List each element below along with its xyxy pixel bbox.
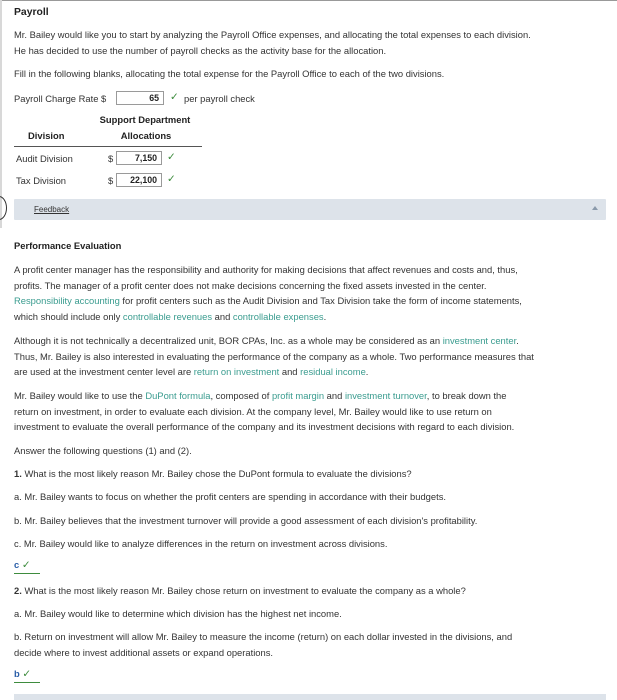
p1-line-c-text: for profit centers such as the Audit Division and Tax Division take the form of income statements,: [119, 295, 522, 306]
feedback-link[interactable]: Feedback: [34, 205, 70, 214]
p3-line-b: return on investment, in order to evaluate each division. At the company level, Mr. Bailey would like to use return on: [14, 406, 492, 417]
audit-allocation-input[interactable]: 7,150: [116, 151, 162, 165]
q2-answer-underline: [14, 682, 40, 683]
tax-allocation-input[interactable]: 22,100: [116, 173, 162, 187]
responsibility-accounting-link[interactable]: Responsibility accounting: [14, 295, 120, 306]
section-title: Payroll: [14, 7, 49, 18]
audit-check-icon: ✓: [167, 152, 176, 163]
charge-rate-label: Payroll Charge Rate $: [14, 93, 107, 104]
q1-check-icon: ✓: [21, 560, 31, 571]
p3-line-a-pre: Mr. Bailey would like to use the: [14, 390, 146, 401]
q1-option-c: c. Mr. Bailey would like to analyze differences in the return on investment across divisions.: [14, 538, 388, 549]
q1-option-b: b. Mr. Bailey believes that the investment turnover will provide a good assessment of each division's profitability.: [14, 515, 478, 526]
answer-prompt: Answer the following questions (1) and (2).: [14, 445, 192, 456]
q2-option-a: a. Mr. Bailey would like to determine which division has the highest net income.: [14, 608, 342, 619]
q1-text: What is the most likely reason Mr. Bailey chose the DuPont formula to evaluate the divisions?: [24, 468, 412, 479]
controllable-revenues-link[interactable]: controllable revenues: [122, 311, 213, 322]
controllable-expenses-link[interactable]: controllable expenses: [232, 311, 324, 322]
q2-check-icon: ✓: [22, 669, 32, 680]
p1-line-c: [14, 293, 522, 309]
charge-rate-suffix: per payroll check: [184, 93, 255, 104]
row-dollar-tax: $: [108, 175, 114, 186]
collapse-arrow-icon[interactable]: [592, 206, 598, 210]
intro-line-2: He has decided to use the number of payroll checks as the activity base for the allocation.: [14, 45, 387, 56]
p2-line-a: [14, 333, 519, 349]
p1-line-d-end: .: [323, 311, 327, 322]
p2-line-c-end: .: [365, 366, 369, 377]
p3-line-a-mid2: and: [324, 390, 345, 401]
p2-line-a-pre: Although it is not technically a decentralized unit, BOR CPAs, Inc. as a whole may be considered as an: [14, 335, 443, 346]
tax-check-icon: ✓: [167, 174, 176, 185]
p3-line-a: [14, 388, 507, 404]
dupont-formula-link[interactable]: DuPont formula: [145, 390, 211, 401]
residual-income-link[interactable]: residual income: [300, 366, 366, 377]
investment-center-link[interactable]: investment center: [442, 335, 517, 346]
table-header-rule: [14, 146, 202, 147]
instruction-text: Fill in the following blanks, allocating the total expense for the Payroll Office to each of the two divisions.: [14, 68, 445, 79]
q2-question: [14, 583, 466, 599]
q1-answer-value: c: [14, 559, 20, 570]
q1-option-a: a. Mr. Bailey wants to focus on whether the profit centers are spending in accordance with their budgets.: [14, 491, 447, 502]
bottom-bar: [14, 694, 606, 700]
intro-line-1: Mr. Bailey would like you to start by analyzing the Payroll Office expenses, and allocating the total expenses to each division.: [14, 29, 531, 40]
p1-line-d-mid: and: [212, 311, 233, 322]
p2-line-c-pre: are used at the investment center level are: [14, 366, 194, 377]
table-header-support-dept: Support Department: [99, 114, 191, 125]
q2-option-b-line-1: b. Return on investment will allow Mr. Bailey to measure the income (return) on each dollar invested in the divisions, and: [14, 631, 513, 642]
p3-line-c: investment to evaluate the overall performance of the company and its investment decisions with regard to each division.: [14, 421, 515, 432]
q2-option-b-line-2: decide where to invest additional assets or expand operations.: [14, 647, 274, 658]
profit-margin-link[interactable]: profit margin: [271, 390, 325, 401]
charge-rate-input[interactable]: 65: [116, 91, 164, 105]
p2-line-a-end: .: [516, 335, 519, 346]
left-divider: [0, 0, 2, 228]
p3-line-a-mid1: , composed of: [210, 390, 272, 401]
row-label-tax: Tax Division: [16, 175, 67, 186]
p2-line-c-mid: and: [279, 366, 301, 377]
q2-answer-select[interactable]: [14, 668, 31, 680]
q1-answer-select[interactable]: [14, 559, 31, 571]
return-on-investment-link[interactable]: return on investment: [193, 366, 280, 377]
p2-line-c: [14, 364, 368, 380]
q2-number: 2.: [14, 585, 22, 596]
charge-rate-check-icon: ✓: [170, 92, 179, 103]
p1-line-d-pre: which should include only: [14, 311, 123, 322]
investment-turnover-link[interactable]: investment turnover: [344, 390, 427, 401]
q1-number: 1.: [14, 468, 22, 479]
row-dollar-audit: $: [108, 153, 114, 164]
p1-line-d: [14, 309, 326, 325]
row-label-audit: Audit Division: [16, 153, 73, 164]
table-header-division: Division: [28, 130, 65, 141]
table-header-allocations: Allocations: [120, 130, 172, 141]
q2-answer-value: b: [14, 668, 20, 679]
q1-question: [14, 466, 412, 482]
p2-line-b: Thus, Mr. Bailey is also interested in evaluating the performance of the company as a whole. Two performance measures that: [14, 351, 534, 362]
p1-line-a: A profit center manager has the responsibility and authority for making decisions that affect revenues and costs and, thus,: [14, 264, 518, 275]
q2-text: What is the most likely reason Mr. Bailey chose return on investment to evaluate the company as a whole?: [24, 585, 466, 596]
p3-line-a-end: , to break down the: [426, 390, 507, 401]
feedback-bar[interactable]: [14, 199, 606, 220]
performance-title: Performance Evaluation: [14, 240, 122, 251]
p1-line-b: profits. The manager of a profit center does not make decisions concerning the fixed assets invested in the center.: [14, 280, 487, 291]
q1-answer-underline: [14, 573, 40, 574]
